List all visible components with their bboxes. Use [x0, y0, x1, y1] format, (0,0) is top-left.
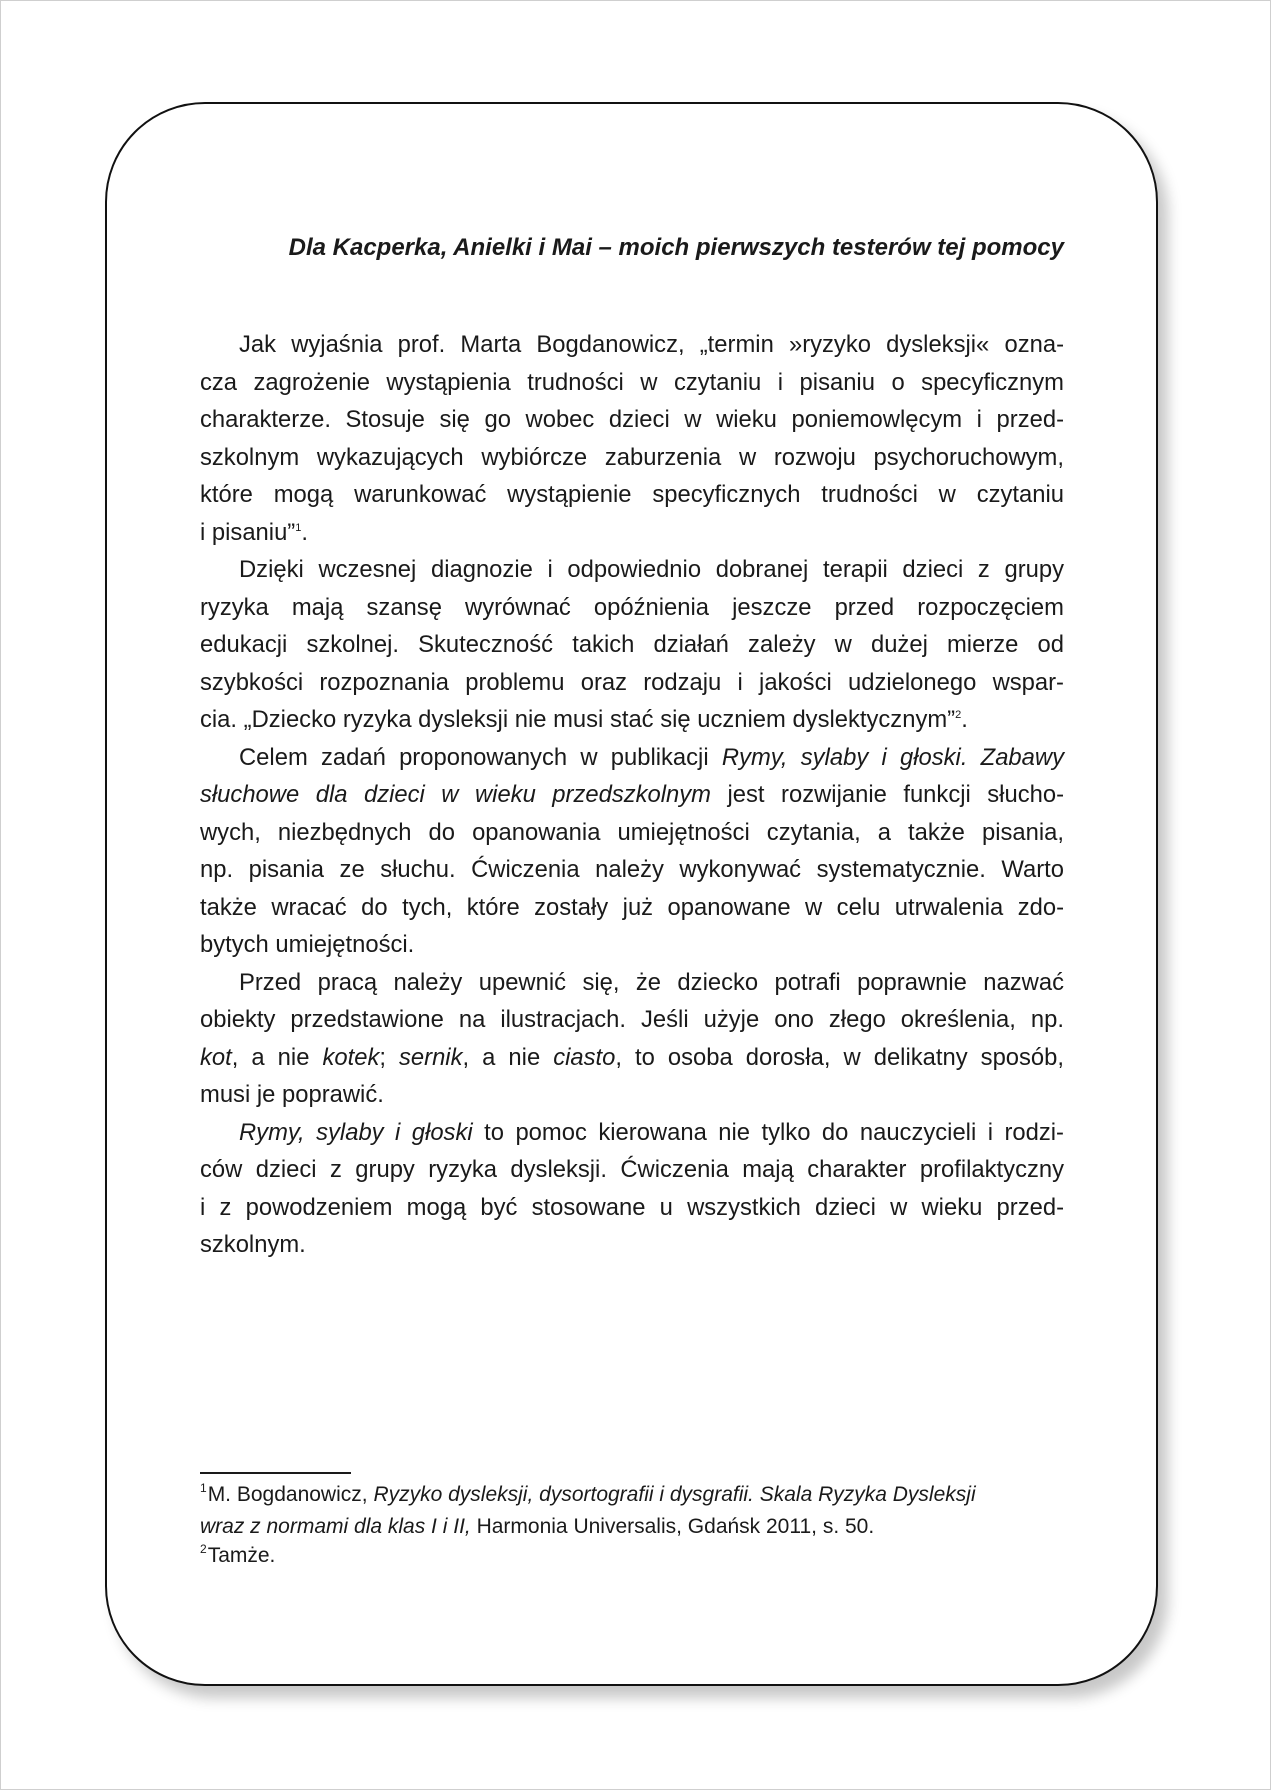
dedication: Dla Kacperka, Anielki i Mai – moich pierwszych testerów tej pomocy — [288, 234, 1064, 261]
footnote-1-continued — [200, 1512, 1080, 1541]
text-fragment: . — [961, 706, 968, 733]
text-fragment: jest rozwijanie funkcji słucho- — [711, 781, 1065, 808]
paragraph-1 — [200, 326, 1064, 551]
text-line — [200, 1114, 1064, 1152]
footnote-title-italic: Ryzyko dysleksji, dysortografii i dysgrafii. Skala Ryzyka Dysleksji — [373, 1483, 976, 1506]
footnote-text: Tamże. — [207, 1544, 276, 1567]
main-text — [200, 326, 1064, 1264]
text-fragment: , a nie — [231, 1043, 323, 1071]
book-title-italic: słuchowe dla dzieci w wieku przedszkolnym — [200, 781, 712, 808]
footnote-publisher: Harmonia Universalis, Gdańsk 2011, s. 50. — [470, 1515, 875, 1538]
text-line — [200, 776, 1064, 814]
footnote-1 — [200, 1480, 1080, 1512]
text-fragment: i pisaniu” — [200, 518, 296, 546]
example-word-italic: kotek — [322, 1043, 380, 1071]
book-title-italic: Rymy, sylaby i głoski — [239, 1118, 473, 1146]
text-line: szybkości rozpoznania problemu oraz rodzaju i jakości udzielonego wspar- — [200, 668, 1064, 696]
text-fragment: ; — [379, 1043, 400, 1071]
example-word-italic: kot — [200, 1043, 232, 1071]
paragraph-2 — [200, 551, 1064, 739]
text-line: wych, niezbędnych do opanowania umiejętności czytania, a także pisania, — [200, 818, 1064, 846]
text-line: i z powodzeniem mogą być stosowane u wszystkich dzieci w wieku przed- — [200, 1193, 1064, 1221]
text-fragment: Celem zadań proponowanych w publikacji — [239, 743, 722, 771]
text-line: charakterze. Stosuje się go wobec dzieci w wieku poniemowlęcym i przed- — [200, 406, 1064, 433]
text-line: obiekty przedstawione na ilustracjach. Jeśli użyje ono złego określenia, np. — [200, 1006, 1064, 1033]
footnote-title-italic: wraz z normami dla klas I i II, — [200, 1515, 471, 1538]
text-fragment: . — [301, 518, 308, 546]
text-line — [200, 739, 1064, 777]
text-fragment: cia. „Dziecko ryzyka dysleksji nie musi stać się uczniem dyslektycznym” — [200, 706, 956, 733]
footnotes — [200, 1480, 1080, 1573]
text-line: bytych umiejętności. — [200, 931, 415, 958]
text-line: edukacji szkolnej. Skuteczność takich działań zależy w dużej mierze od — [200, 631, 1064, 658]
text-line: które mogą warunkować wystąpienie specyficznych trudności w czytaniu — [200, 481, 1064, 508]
footnote-number: 1 — [200, 1481, 207, 1495]
paragraph-5 — [200, 1114, 1064, 1264]
text-line: ryzyka mają szansę wyrównać opóźnienia jeszcze przed rozpoczęciem — [200, 593, 1064, 621]
footnote-separator — [200, 1472, 351, 1474]
text-line: szkolnym wykazujących wybiórcze zaburzenia w rozwoju psychoruchowym, — [200, 443, 1064, 471]
example-word-italic: sernik — [399, 1043, 463, 1071]
text-line: Dzięki wczesnej diagnozie i odpowiednio dobranej terapii dzieci z grupy — [239, 556, 1064, 583]
text-line: Jak wyjaśnia prof. Marta Bogdanowicz, „termin »ryzyko dysleksji« ozna- — [239, 331, 1064, 358]
text-line: cza zagrożenie wystąpienia trudności w czytaniu i pisaniu o specyficznym — [200, 368, 1064, 396]
text-fragment: , a nie — [462, 1043, 554, 1071]
text-line — [200, 701, 1064, 739]
footnote-number: 2 — [200, 1542, 207, 1556]
text-line: także wracać do tych, które zostały już opanowane w celu utrwalenia zdo- — [200, 893, 1064, 921]
text-line — [200, 1039, 1064, 1077]
text-line: szkolnym. — [200, 1231, 306, 1258]
text-line: musi je poprawić. — [200, 1081, 384, 1108]
footnote-reference[interactable]: 1 — [295, 521, 302, 534]
footnote-author: M. Bogdanowicz, — [207, 1483, 374, 1506]
text-line: Przed pracą należy upewnić się, że dziecko potrafi poprawnie nazwać — [239, 968, 1064, 996]
text-line — [200, 514, 1064, 552]
paragraph-3 — [200, 739, 1064, 964]
text-fragment: , to osoba dorosła, w delikatny sposób, — [615, 1043, 1065, 1071]
paragraph-4 — [200, 964, 1064, 1114]
footnote-2 — [200, 1541, 1080, 1573]
text-fragment: to pomoc kierowana nie tylko do nauczycieli i rodzi- — [472, 1118, 1064, 1146]
book-title-italic: Rymy, sylaby i głoski. Zabawy — [721, 743, 1064, 771]
footnote-reference[interactable]: 2 — [955, 709, 962, 721]
text-line: ców dzieci z grupy ryzyka dysleksji. Ćwiczenia mają charakter profilaktyczny — [200, 1156, 1064, 1183]
text-line: np. pisania ze słuchu. Ćwiczenia należy wykonywać systematycznie. Warto — [200, 856, 1064, 883]
example-word-italic: ciasto — [553, 1043, 616, 1071]
